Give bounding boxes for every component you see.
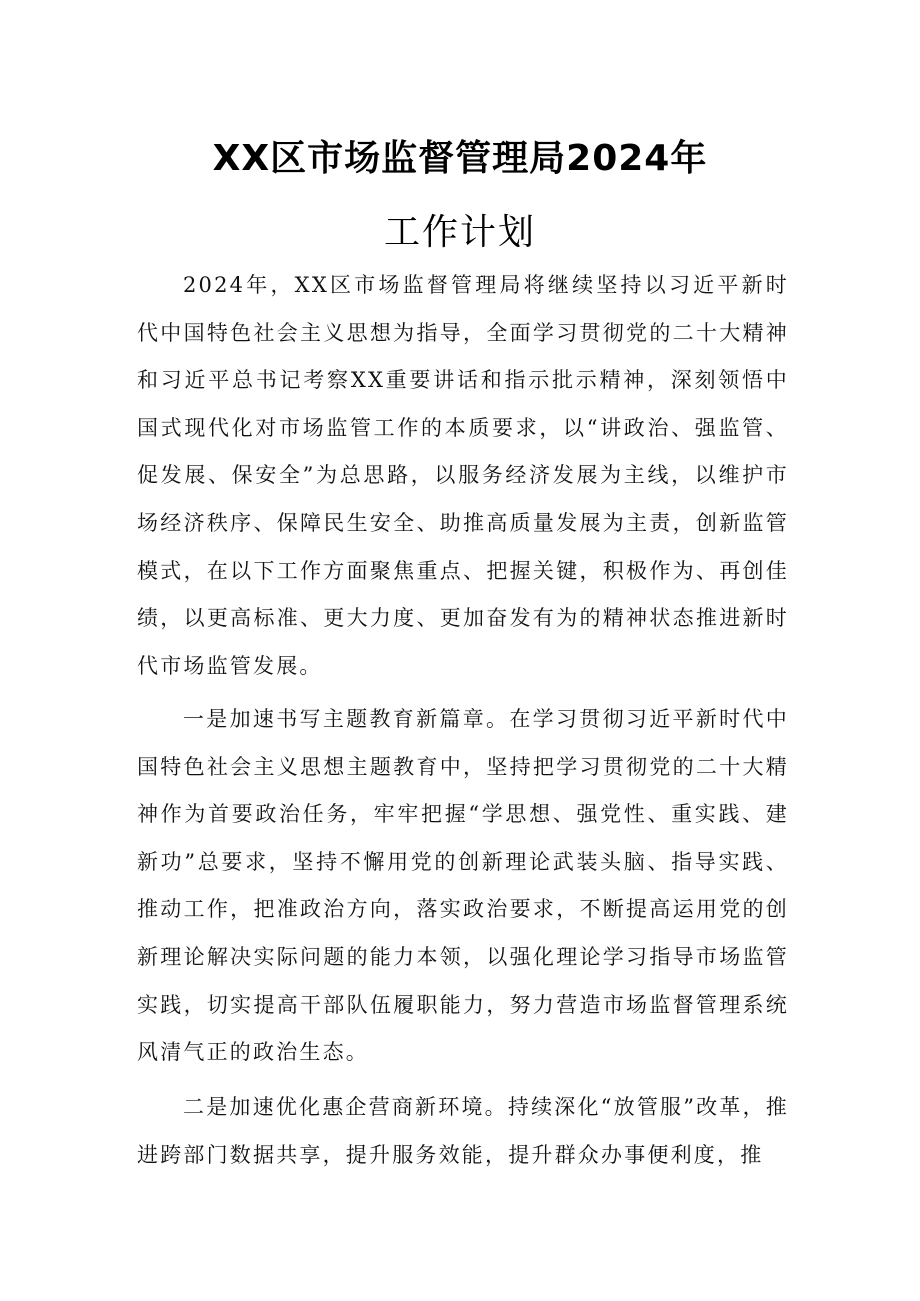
paragraph-intro: 2024年，XX区市场监督管理局将继续坚持以习近平新时代中国特色社会主义思想为指导，全面学习贯彻党的二十大精神和习近平总书记考察XX重要讲话和指示批示精神，深刻领悟中国式现代化对市场监管工作的本质要求，以“讲政治、强监管、促发展、保安全”为总思路，以服务经济发展为主线，以维护市场经济秩序、保障民生安全、助推高质量发展为主责，创新监管模式，在以下工作方面聚焦重点、把握关键，积极作为、再创佳绩，以更高标准、更大力度、更加奋发有为的精神状态推进新时代市场监管发展。	[137, 273, 789, 678]
paragraph-two: 二是加速优化惠企营商新环境。持续深化“放管服”改革，推进跨部门数据共享，提升服务效能，提升群众办事便利度，推	[137, 1095, 789, 1167]
document-title-line-2: 工作计划	[383, 212, 536, 253]
document-title-line-1: XX区市场监督管理局2024年	[212, 138, 708, 179]
paragraph-one: 一是加速书写主题教育新篇章。在学习贯彻习近平新时代中国特色社会主义思想主题教育中，坚持把学习贯彻党的二十大精神作为首要政治任务，牢牢把握“学思想、强党性、重实践、建新功”总要求，坚持不懈用党的创新理论武装头脑、指导实践、推动工作，把准政治方向，落实政治要求，不断提高运用党的创新理论解决实际问题的能力本领，以强化理论学习指导市场监管实践，切实提高干部队伍履职能力，努力营造市场监督管理系统风清气正的政治生态。	[137, 707, 789, 1065]
